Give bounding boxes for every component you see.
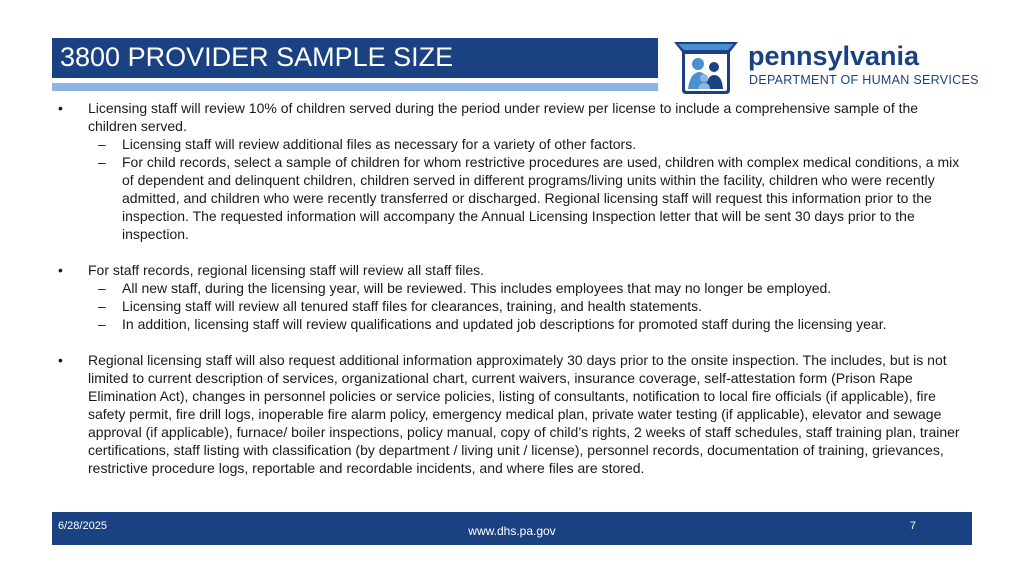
bullet-item (56, 351, 968, 477)
sub-bullet-item (56, 297, 968, 315)
sub-bullet-text: All new staff, during the licensing year, will be reviewed. This includes employees that may no longer be employed. (122, 280, 832, 296)
sub-bullet-marker: – (98, 136, 106, 152)
pa-dhs-logo (670, 40, 1000, 96)
spacer (56, 243, 968, 261)
bullet-text: For staff records, regional licensing staff will review all staff files. (88, 262, 485, 278)
bullet-marker: • (58, 262, 63, 278)
footer-bar (52, 512, 972, 545)
title-bar (52, 38, 658, 80)
logo-wordmark: pennsylvania (748, 41, 920, 71)
sub-bullet-text: Licensing staff will review all tenured staff files for clearances, training, and health statements. (122, 298, 703, 314)
slide-body (56, 99, 968, 477)
sub-bullet-text: In addition, licensing staff will review qualifications and updated job descriptions for promoted staff during the licensing year. (122, 316, 887, 332)
bullet-marker: • (58, 100, 63, 116)
bullet-item (56, 261, 968, 279)
sub-bullet-item (56, 135, 968, 153)
sub-bullet-text: Licensing staff will review additional files as necessary for a variety of other factors. (122, 136, 637, 152)
sub-bullet-text: For child records, select a sample of children for whom restrictive procedures are used, children with complex medical conditions, a mix of dependent and delinquent children, children served in different programs/living units within the facility, children who were recently admitted, and children who were recently transferred or discharged. Regional licensing staff will request this information prior to the inspection. The requested information will accompany the Annual Licensing Inspection letter that will be sent 30 days prior to the inspection. (122, 154, 960, 242)
sub-bullet-marker: – (98, 316, 106, 332)
sub-bullet-marker: – (98, 154, 106, 170)
footer-url: www.dhs.pa.gov (468, 524, 556, 538)
bullet-text: Licensing staff will review 10% of children served during the period under review per license to include a comprehensive sample of the children served. (88, 100, 919, 134)
footer-date: 6/28/2025 (58, 520, 107, 532)
sub-bullet-marker: – (98, 280, 106, 296)
sub-bullet-marker: – (98, 298, 106, 314)
sub-bullet-item (56, 315, 968, 333)
title-accent-bar (52, 83, 658, 91)
spacer (56, 333, 968, 351)
bullet-item (56, 99, 968, 135)
bullet-text: Regional licensing staff will also request additional information approximately 30 days prior to the onsite inspection. The includes, but is not limited to current description of services, organizational chart, current waivers, insurance coverage, self-attestation form (Prison Rape Elimination Act), changes in personnel policies or service policies, listing of consultants, notification to local fire officials (if applicable), fire safety permit, fire drill logs, inoperable fire alarm policy, emergency medical plan, private water testing (if applicable), elevator and sewage approval (if applicable), furnace/ boiler inspections, policy manual, copy of child’s rights, 2 weeks of staff schedules, staff training plan, trainer certifications, staff listing with classification (by department / living unit / license), personnel records, documentation of training, grievances, restrictive procedure logs, reportable and recordable incidents, and where files are stored. (88, 352, 960, 476)
keystone-family-icon (670, 40, 742, 96)
slide-title: 3800 PROVIDER SAMPLE SIZE (60, 42, 454, 72)
logo-department: DEPARTMENT OF HUMAN SERVICES (749, 73, 979, 87)
page-number: 7 (909, 520, 916, 532)
sub-bullet-item (56, 153, 968, 243)
sub-bullet-item (56, 279, 968, 297)
bullet-marker: • (58, 352, 63, 368)
